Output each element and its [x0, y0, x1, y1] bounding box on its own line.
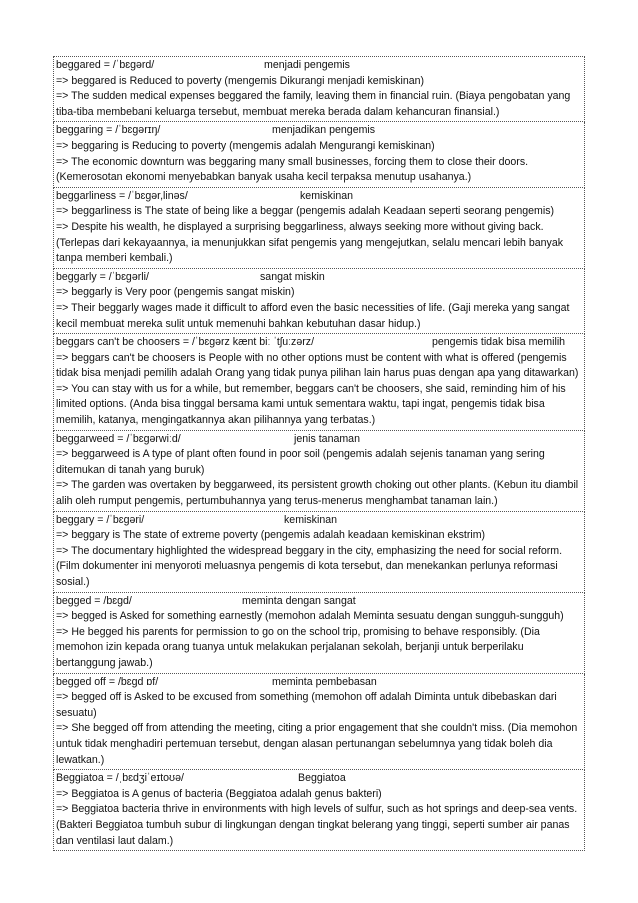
entry-beggary: [53, 512, 585, 593]
entry-beggarly: [53, 269, 585, 334]
entry-beggiatoa: [53, 770, 585, 851]
translation: kemiskinan: [300, 189, 353, 202]
entry-header: [56, 58, 582, 74]
translation: menjadi pengemis: [264, 59, 350, 71]
entry-begged-off: [53, 674, 585, 771]
example: => She begged off from attending the meeting, citing a prior engagement that she couldn't miss. (Dia memohon untuk tidak menghadiri pertemuan tersebut, dengan alasan pertunangan sebelumnya yang tidak boleh dia lewatkan.): [56, 722, 578, 766]
entry-header: [56, 675, 582, 691]
entry-header: [56, 335, 582, 351]
entry-header: [56, 432, 582, 448]
definition: => begged is Asked for something earnestly (memohon adalah Meminta sesuatu dengan sungguh-sungguh): [56, 610, 564, 623]
translation: meminta dengan sangat: [242, 594, 356, 607]
headword: begged = /bɛgd/: [56, 594, 132, 607]
example: => Beggiatoa bacteria thrive in environments with high levels of sulfur, such as hot springs and deep-sea vents. (Bakteri Beggiatoa tumbuh subur di lingkungan dengan tingkat belerang yang tinggi, seperti sumber air panas dan ventilasi laut dalam.): [56, 803, 578, 847]
example: => The documentary highlighted the widespread beggary in the city, emphasizing the need for social reform. (Film dokumenter ini menyoroti meluasnya pengemis di kota tersebut, dan menekankan perlunya reformasi sosial.): [56, 544, 563, 588]
entry-header: [56, 189, 582, 205]
example: => The economic downturn was beggaring many small businesses, forcing them to close their doors. (Kemerosotan ekonomi menyebabkan banyak usaha kecil terpaksa menutup usahanya.): [56, 155, 529, 184]
entry-header: [56, 513, 582, 529]
example: => The garden was overtaken by beggarweed, its persistent growth choking out other plants. (Kebun itu diambil alih oleh rumput pengemis, pertumbuhannya yang terus-menerus menghambat tanaman lain.): [56, 479, 579, 508]
definition: => beggary is The state of extreme poverty (pengemis adalah keadaan kemiskinan ekstrim): [56, 529, 486, 542]
entry-header: [56, 594, 582, 610]
translation: kemiskinan: [284, 513, 337, 526]
headword: beggarweed = /ˈbɛgərwiːd/: [56, 432, 181, 445]
example: => Their beggarly wages made it difficult to afford even the basic necessities of life. (Gaji mereka yang sangat kecil membuat mereka sulit untuk memenuhi bahkan kebutuhan dasar hidup.): [56, 301, 570, 330]
translation: pengemis tidak bisa memilih: [432, 336, 566, 349]
definition: => Beggiatoa is A genus of bacteria (Beggiatoa adalah genus bakteri): [56, 787, 382, 800]
translation: jenis tanaman: [294, 432, 360, 445]
entry-begged: [53, 593, 585, 674]
entry-beggaring: [53, 122, 585, 187]
example: => Despite his wealth, he displayed a surprising beggarliness, always seeking more without giving back. (Terlepas dari kekayaannya, ia menunjukkan sifat pengemis yang mengejutkan, selalu mencari lebih banyak tanpa memberi kembali.): [56, 220, 564, 265]
entry-beggared: [53, 56, 585, 122]
definition: => beggarly is Very poor (pengemis sangat miskin): [56, 286, 295, 299]
headword: Beggiatoa = /ˌbɛdʒiˈeɪtoʊə/: [56, 772, 184, 785]
headword: beggars can't be choosers = /ˈbɛgərz kænt biː ˈtʃuːzərz/: [56, 336, 315, 349]
dictionary-document: [53, 56, 585, 851]
definition: => begged off is Asked to be excused from something (memohon off adalah Diminta untuk dibebaskan dari sesuatu): [56, 691, 557, 719]
translation: sangat miskin: [260, 270, 325, 283]
example: => You can stay with us for a while, but remember, beggars can't be choosers, she said, reminding him of his limited options. (Anda bisa tinggal bersama kami untuk sementara waktu, tapi ingat, pengemis tidak bisa memilih, katanya, mengingatkannya akan pilihannya yang terbatas.): [56, 382, 566, 427]
definition: => beggars can't be choosers is People with no other options must be content with what is offered (pengemis tidak bisa menjadi pemilih adalah Orang yang tidak punya pilihan lain harus puas dengan apa yang ditawarkan): [56, 351, 579, 380]
headword: beggarliness = /ˈbɛgər,linəs/: [56, 189, 188, 202]
definition: => beggarliness is The state of being like a beggar (pengemis adalah Keadaan seperti seorang pengemis): [56, 205, 555, 218]
entry-beggarliness: [53, 188, 585, 269]
entry-header: [56, 123, 582, 139]
definition: => beggaring is Reducing to poverty (mengemis adalah Mengurangi kemiskinan): [56, 139, 435, 152]
entry-beggarweed: [53, 431, 585, 512]
example: => The sudden medical expenses beggared the family, leaving them in financial ruin. (Biaya pengobatan yang tiba-tiba membebani keluarga tersebut, membuat mereka berada dalam kehancuran finansial.): [56, 90, 571, 118]
example: => He begged his parents for permission to go on the school trip, promising to behave responsibly. (Dia memohon izin kepada orang tuanya untuk melakukan perjalanan sekolah, berjanji untuk berperilaku bertanggung jawab.): [56, 625, 540, 669]
translation: meminta pembebasan: [272, 675, 377, 688]
headword: begged off = /bɛgd ɒf/: [56, 675, 159, 688]
headword: beggaring = /ˈbɛgərɪŋ/: [56, 124, 161, 137]
headword: beggarly = /ˈbɛgərli/: [56, 270, 149, 283]
entry-beggars-cant-be-choosers: [53, 334, 585, 431]
headword: beggared = /ˈbɛgərd/: [56, 59, 155, 71]
entry-header: [56, 771, 582, 787]
translation: Beggiatoa: [298, 772, 346, 785]
entry-header: [56, 270, 582, 286]
headword: beggary = /ˈbɛgəri/: [56, 513, 145, 526]
definition: => beggared is Reduced to poverty (mengemis Dikurangi menjadi kemiskinan): [56, 74, 425, 87]
translation: menjadikan pengemis: [272, 124, 376, 137]
definition: => beggarweed is A type of plant often found in poor soil (pengemis adalah sejenis tanaman yang sering ditemukan di tanah yang buruk): [56, 448, 545, 476]
